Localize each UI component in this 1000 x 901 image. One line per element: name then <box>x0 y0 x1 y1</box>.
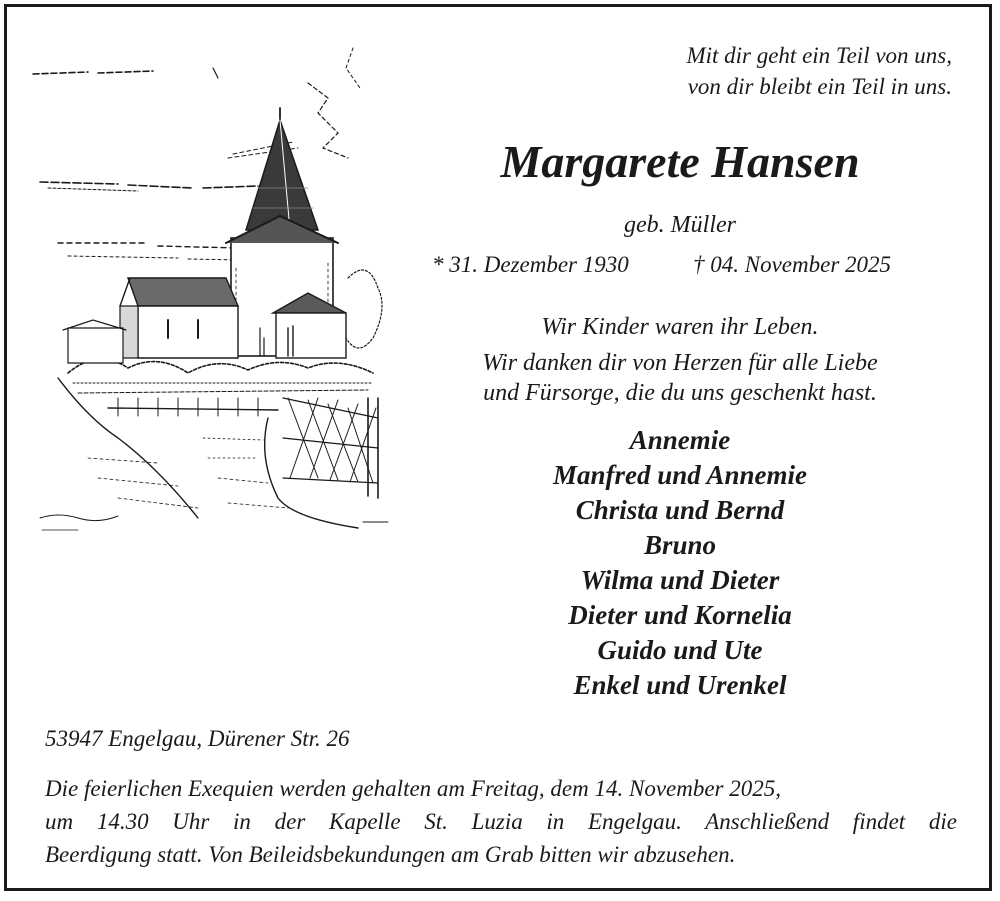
message-line-3: und Fürsorge, die du uns geschenkt hast. <box>483 380 877 406</box>
deceased-name: Margarete Hansen <box>500 136 860 187</box>
birth-date: * 31. Dezember 1930 <box>432 252 629 277</box>
quote-line-1: Mit dir geht ein Teil von uns, <box>686 43 952 68</box>
mourner-entry: Bruno <box>643 530 717 560</box>
mourner-entry: Manfred und Annemie <box>552 460 808 490</box>
message-line-1: Wir Kinder waren ihr Leben. <box>541 314 819 340</box>
mourner-entry: Dieter und Kornelia <box>568 600 792 630</box>
message-line-2: Wir danken dir von Herzen für alle Liebe <box>482 350 878 376</box>
mourners-list <box>420 423 940 703</box>
notice-line-3: Beerdigung statt. Von Beileidsbekundungen am Grab bitten wir abzusehen. <box>45 842 736 867</box>
mourner-entry: Annemie <box>629 425 731 455</box>
notice-line-2: um 14.30 Uhr in der Kapelle St. Luzia in Engelgau. Anschließend findet die <box>45 809 957 834</box>
family-address: 53947 Engelgau, Dürener Str. 26 <box>45 726 350 751</box>
mourner-entry: Christa und Bernd <box>575 495 785 525</box>
chapel-sketch <box>28 38 398 548</box>
memorial-quote <box>440 40 952 102</box>
mourner-entry: Enkel und Urenkel <box>573 670 787 700</box>
notice-line-1: Die feierlichen Exequien werden gehalten am Freitag, dem 14. November 2025, <box>45 776 782 801</box>
mourner-entry: Guido und Ute <box>597 635 763 665</box>
birth-name: geb. Müller <box>624 212 736 238</box>
family-message <box>420 312 940 408</box>
mourner-entry: Wilma und Dieter <box>580 565 780 595</box>
funeral-notice <box>45 772 957 871</box>
quote-line-2: von dir bleibt ein Teil in uns. <box>687 74 952 99</box>
death-date: † 04. November 2025 <box>693 252 892 277</box>
